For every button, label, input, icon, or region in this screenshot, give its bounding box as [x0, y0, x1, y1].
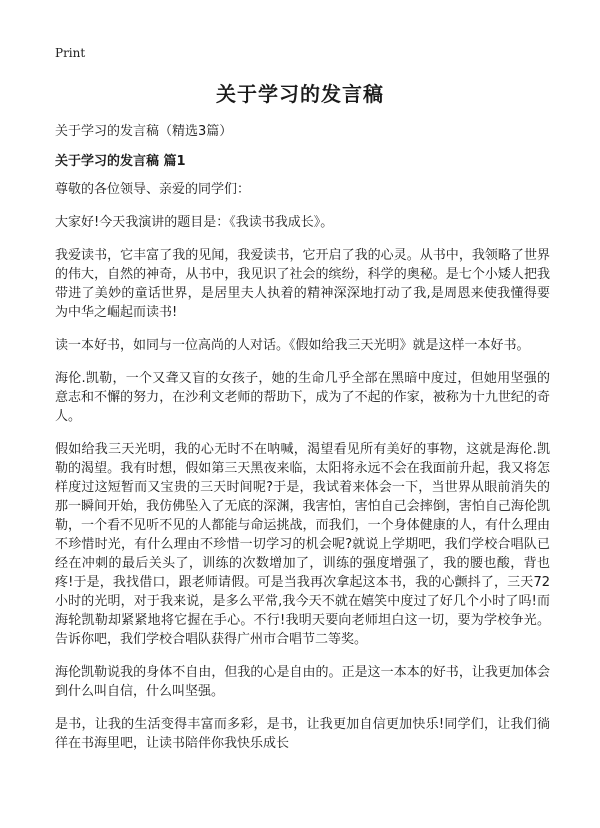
paragraph-three-days: 假如给我三天光明，我的心无时不在呐喊，渴望看见所有美好的事物，这就是海伦.凯勒的渴望。我有时想，假如第三天黑夜来临，太阳将永远不会在我面前升起，我又将怎样度过这短暂而又宝贵的三天时间呢?于是，我试着来体会一下，当世界从眼前消失的那一瞬间开始，我仿佛坠入了无底的深渊，我害怕，害怕自己会摔倒，害怕自己海伦凯勒，一个看不见听不见的人都能与命运挑战，而我们，一个身体健康的人，有什么理由不珍惜时光，有什么理由不珍惜一切学习的机会呢?就说上学期吧，我们学校合唱队已经在冲刺的最后关头了，训练的次数增加了，训练的强度增强了，我的腰也酸，背也疼!于是，我找借口，跟老师请假。可是当我再次拿起这本书，我的心颤抖了，三天72小时的光明，对于我来说，是多么平常,我今天不就在嬉笑中度过了好几个小时了吗!而海轮凯勒却紧紧地将它握在手心。不行!我明天要向老师坦白这一切，要为学校争光。告诉你吧，我们学校合唱队获得广州市合唱节二等奖。	[55, 442, 550, 647]
paragraph-good-book: 读一本好书，如同与一位高尚的人对话。《假如给我三天光明》就是这样一本好书。	[55, 338, 530, 353]
paragraph-greeting: 大家好!今天我演讲的题目是：《我读书我成长》。	[55, 215, 334, 230]
paragraph-conclusion: 是书，让我的生活变得丰富而多彩，是书，让我更加自信更加快乐!同学们，让我们徜徉在书海里吧，让读书陪伴你我快乐成长	[55, 717, 550, 751]
section-heading: 关于学习的发言稿 篇1	[55, 154, 186, 169]
paragraph-love-reading: 我爱读书，它丰富了我的见闻，我爱读书，它开启了我的心灵。从书中，我领略了世界的伟大，自然的神奇，从书中，我见识了社会的缤纷，科学的奥秘。是七个小矮人把我带进了美妙的童话世界，是居里夫人执着的精神深深地打动了我,是周恩来使我懂得要为中华之崛起而读书!	[55, 248, 550, 320]
paragraph-freedom: 海伦凯勒说我的身体不自由，但我的心是自由的。正是这一本本的好书，让我更加体会到什么叫自信，什么叫坚强。	[55, 665, 550, 699]
article-body	[55, 180, 550, 767]
paragraph-salutation: 尊敬的各位领导、亲爱的同学们：	[55, 182, 251, 197]
paragraph-helen-keller: 海伦.凯勒，一个又聋又盲的女孩子，她的生命几乎全部在黑暗中度过，但她用坚强的意志和不懈的努力，在沙利文老师的帮助下，成为了不起的作家，被称为十九世纪的奇人。	[55, 371, 550, 424]
document-subtitle: 关于学习的发言稿（精选3篇）	[55, 124, 233, 139]
print-link[interactable]: Print	[55, 46, 86, 60]
page-title: 关于学习的发言稿	[216, 82, 384, 106]
